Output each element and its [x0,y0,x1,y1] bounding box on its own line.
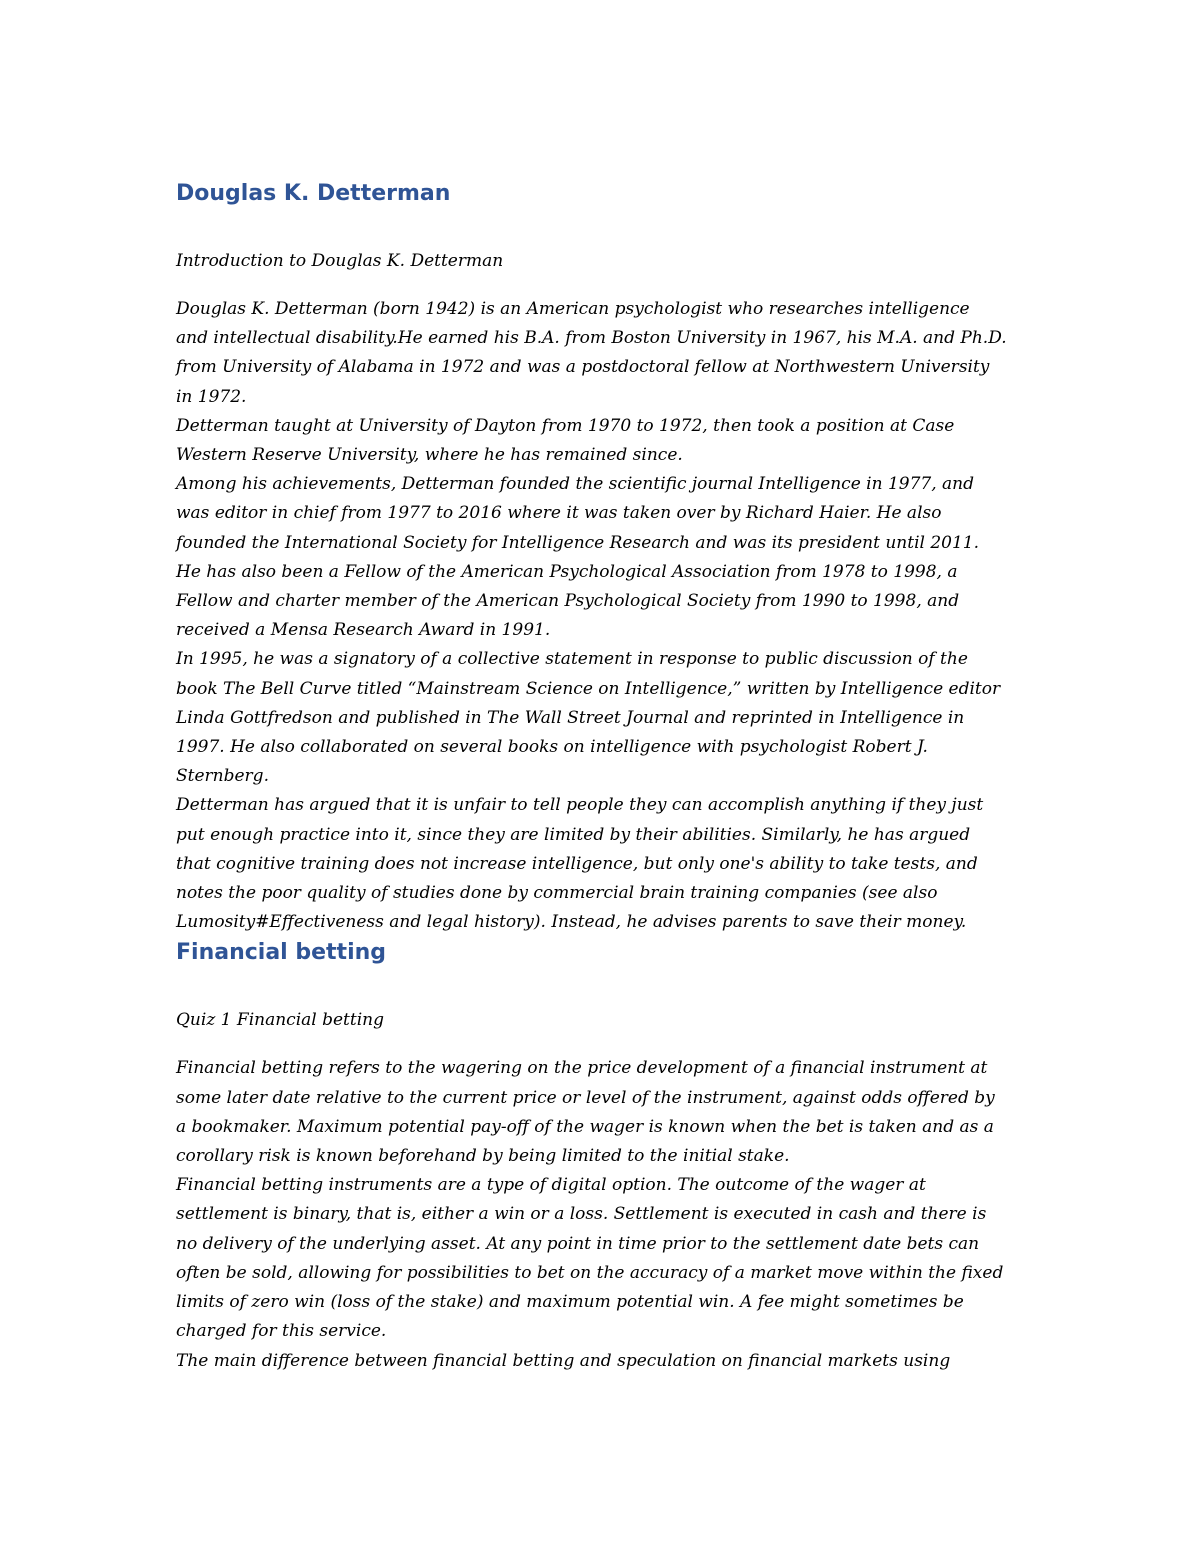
body-line: that cognitive training does not increase intelligence, but only one's ability to take tests, and [176,853,978,874]
body-line: and intellectual disability.He earned his B.A. from Boston University in 1967, his M.A. and Ph.D. [176,328,1007,349]
body-line: He has also been a Fellow of the American Psychological Association from 1978 to 1998, a [176,561,958,582]
body-line: received a Mensa Research Award in 1991. [176,620,551,641]
section-heading-detterman: Douglas K. Detterman [176,181,451,206]
body-line: Detterman taught at University of Dayton from 1970 to 1972, then took a position at Case [176,415,955,436]
section-body-detterman [176,295,1036,937]
body-line: Western Reserve University, where he has remained since. [176,445,683,466]
body-line: corollary risk is known beforehand by being limited to the initial stake. [176,1146,790,1167]
section-body-financial-betting [176,1054,1036,1375]
body-line: put enough practice into it, since they are limited by their abilities. Similarly, he has argued [176,824,971,845]
body-line: Financial betting refers to the wagering on the price development of a financial instrument at [176,1058,988,1079]
body-line: in 1972. [176,386,247,407]
body-line: a bookmaker. Maximum potential pay-off of the wager is known when the bet is taken and as a [176,1116,994,1137]
section-heading-financial-betting: Financial betting [176,940,387,966]
body-line: Sternberg. [176,766,269,787]
body-line: Financial betting instruments are a type of digital option. The outcome of the wager at [176,1175,926,1196]
body-line: was editor in chief from 1977 to 2016 where it was taken over by Richard Haier. He also [176,503,942,524]
section-subtitle-financial-betting: Quiz 1 Financial betting [176,1010,384,1031]
body-line: Lumosity#Effectiveness and legal history). Instead, he advises parents to save their money. [176,912,967,933]
body-line: book The Bell Curve titled “Mainstream Science on Intelligence,” written by Intelligence editor [176,678,1001,699]
body-line: Fellow and charter member of the American Psychological Society from 1990 to 1998, and [176,591,960,612]
body-line: from University of Alabama in 1972 and was a postdoctoral fellow at Northwestern University [176,357,990,378]
body-line: some later date relative to the current price or level of the instrument, against odds offered by [176,1087,995,1108]
body-line: often be sold, allowing for possibilities to bet on the accuracy of a market move within the fixed [176,1262,1004,1283]
body-line: settlement is binary, that is, either a win or a loss. Settlement is executed in cash and there is [176,1204,987,1225]
document-content [176,178,1036,1376]
section-subtitle-detterman: Introduction to Douglas K. Detterman [176,251,504,271]
body-line: limits of zero win (loss of the stake) and maximum potential win. A fee might sometimes be [176,1292,964,1313]
body-line: founded the International Society for Intelligence Research and was its president until 2011. [176,532,980,553]
body-line: Among his achievements, Detterman founded the scientific journal Intelligence in 1977, and [176,474,974,495]
body-line: In 1995, he was a signatory of a collective statement in response to public discussion of the [176,649,968,670]
body-line: notes the poor quality of studies done by commercial brain training companies (see also [176,883,938,904]
body-line: 1997. He also collaborated on several books on intelligence with psychologist Robert J. [176,737,928,758]
body-line: Detterman has argued that it is unfair to tell people they can accomplish anything if they just [176,795,984,816]
body-line: The main difference between financial betting and speculation on financial markets using [176,1350,951,1371]
body-line: charged for this service. [176,1321,387,1342]
body-line: Linda Gottfredson and published in The Wall Street Journal and reprinted in Intelligence in [176,707,965,728]
body-line: Douglas K. Detterman (born 1942) is an American psychologist who researches intelligence [176,299,970,319]
body-line: no delivery of the underlying asset. At any point in time prior to the settlement date bets can [176,1233,980,1254]
